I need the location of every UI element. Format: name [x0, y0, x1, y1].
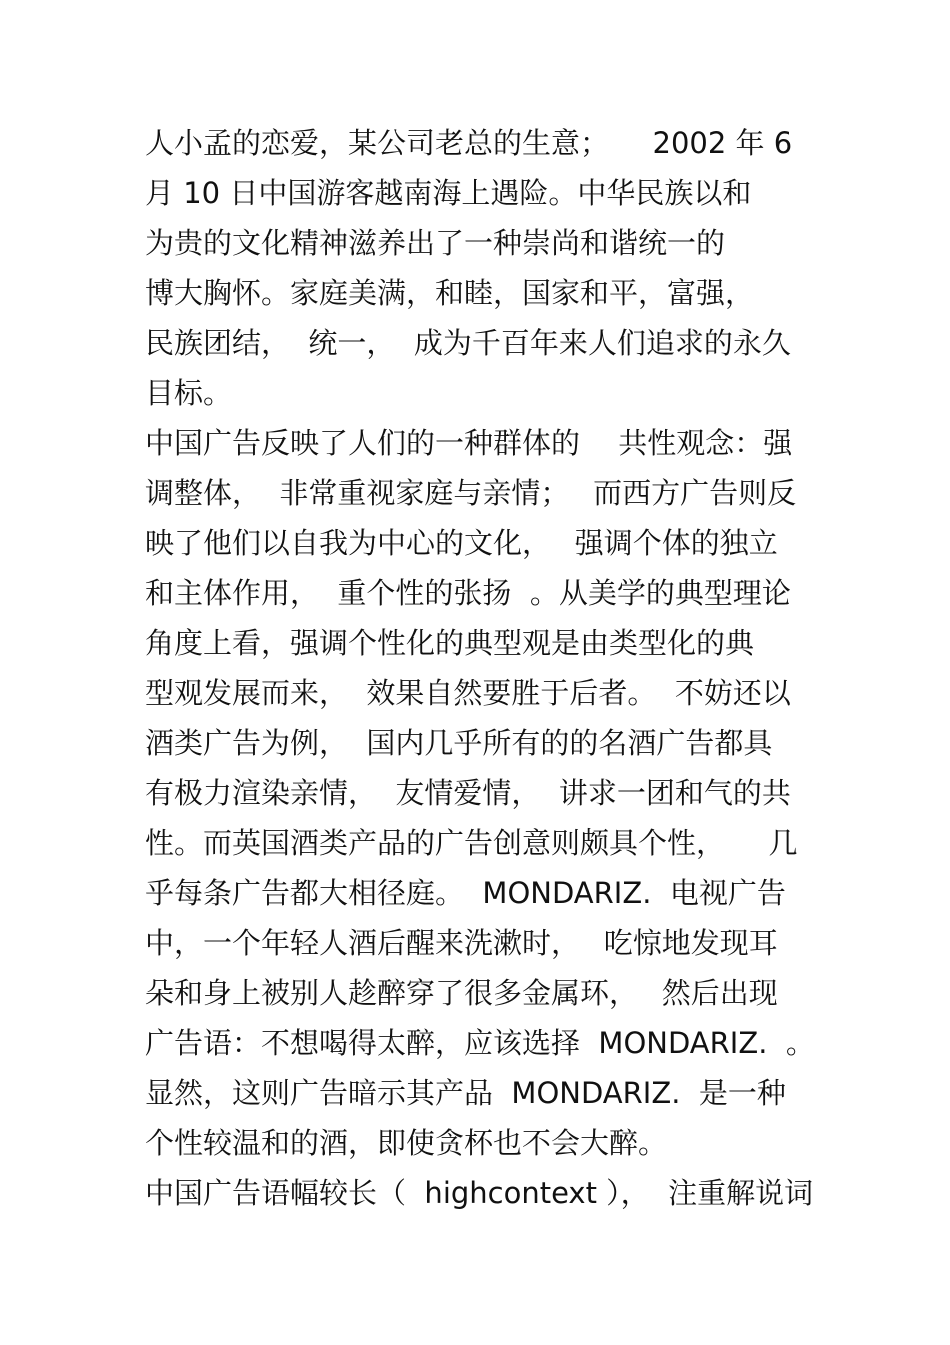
text-line: 有极力渲染亲情， 友情爱情， 讲求一团和气的共	[145, 776, 791, 810]
text-line: 中，一个年轻人酒后醒来洗漱时， 吃惊地发现耳	[145, 926, 778, 960]
text-line: 乎每条广告都大相径庭。 MONDARIZ. 电视广告	[145, 876, 786, 910]
text-line: 月 10 日中国游客越南海上遇险。中华民族以和	[145, 176, 752, 210]
text-line: 博大胸怀。家庭美满，和睦，国家和平，富强，	[145, 276, 755, 310]
text-line: 角度上看，强调个性化的典型观是由类型化的典	[145, 626, 755, 660]
text-line: 朵和身上被别人趁醉穿了很多金属环， 然后出现	[145, 976, 778, 1010]
text-line: 人小孟的恋爱，某公司老总的生意； 2002 年 6	[145, 126, 793, 160]
text-line: 和主体作用， 重个性的张扬 。从美学的典型理论	[145, 576, 791, 610]
text-line: 型观发展而来， 效果自然要胜于后者。 不妨还以	[145, 676, 791, 710]
text-line: 为贵的文化精神滋养出了一种崇尚和谐统一的	[145, 226, 726, 260]
body-text	[145, 118, 825, 1218]
text-line: 酒类广告为例， 国内几乎所有的的名酒广告都具	[145, 726, 773, 760]
text-line: 性。而英国酒类产品的广告创意则颇具个性， 几	[145, 826, 798, 860]
text-line: 个性较温和的酒，即使贪杯也不会大醉。	[145, 1126, 668, 1160]
text-line: 映了他们以自我为中心的文化， 强调个体的独立	[145, 526, 778, 560]
text-line: 广告语：不想喝得太醉，应该选择 MONDARIZ. 。	[145, 1026, 815, 1060]
text-line: 中国广告反映了人们的一种群体的 共性观念：强	[145, 426, 793, 460]
text-line: 中国广告语幅较长（ highcontext ）， 注重解说词	[145, 1176, 814, 1210]
text-line: 民族团结， 统一， 成为千百年来人们追求的永久	[145, 326, 791, 360]
text-line: 调整体， 非常重视家庭与亲情； 而西方广告则反	[145, 476, 797, 510]
text-line: 显然，这则广告暗示其产品 MONDARIZ. 是一种	[145, 1076, 786, 1110]
text-line: 目标。	[145, 376, 233, 410]
